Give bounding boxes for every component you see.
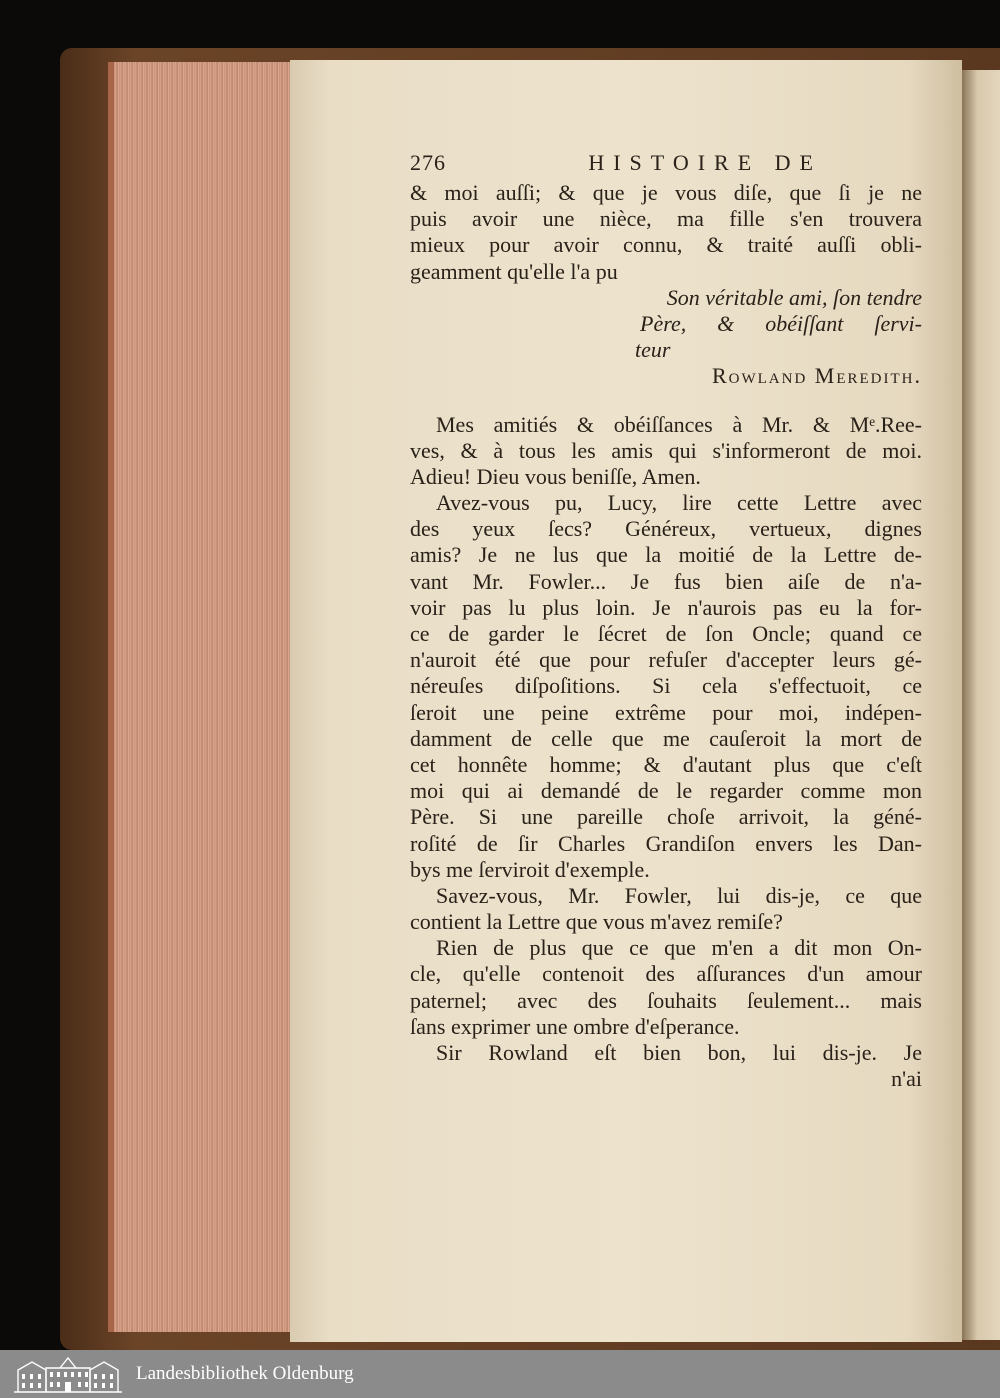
text-line: Rowland Meredith. [711, 363, 922, 389]
text-line: amis? Je ne lus que la moitié de la Lettre de- [410, 542, 922, 568]
footer-bar [0, 1350, 1000, 1398]
text-lines [410, 180, 922, 1092]
text-line: Mes amitiés & obéiſſances à Mr. & Mᵉ.Ree- [436, 411, 922, 437]
text-line: cle, qu'elle contenoit des aſſurances d'un amour [410, 961, 922, 987]
text-line: Rien de plus que ce que m'en a dit mon On- [436, 935, 922, 961]
text-line: n'ai [891, 1066, 922, 1092]
facing-page-edge [962, 70, 1000, 1340]
text-line: teur [635, 337, 671, 363]
text-line: paternel; avec des ſouhaits ſeulement... mais [410, 987, 922, 1013]
text-line: des yeux ſecs? Généreux, vertueux, dignes [410, 516, 922, 542]
page-header [410, 150, 922, 180]
text-line: ce de garder le ſécret de ſon Oncle; quand ce [410, 621, 922, 646]
running-head: HISTOIRE DE [588, 150, 822, 175]
text-line: Son véritable ami, ſon tendre [666, 284, 922, 310]
text-line: damment de celle que me cauſeroit la mort de [410, 725, 922, 751]
text-line: Adieu! Dieu vous beniſſe, Amen. [410, 463, 701, 489]
text-line: vant Mr. Fowler... Je fus bien aiſe de n'a- [410, 568, 922, 594]
text-line: contient la Lettre que vous m'avez remiſe? [410, 909, 783, 935]
text-line: néreuſes diſpoſitions. Si cela s'effectuoit, ce [410, 673, 922, 699]
text-line: Avez-vous pu, Lucy, lire cette Lettre avec [436, 490, 922, 516]
text-line: ſans exprimer une ombre d'eſperance. [410, 1013, 740, 1039]
text-line: Père. Si une pareille choſe arrivoit, la géné- [410, 804, 922, 830]
text-line: Père, & obéiſſant ſervi- [640, 310, 922, 336]
page-number: 276 [410, 150, 446, 175]
text-line: cet honnête homme; & d'autant plus que c'eſt [410, 751, 922, 777]
text-line: moi qui ai demandé de le regarder comme mon [410, 778, 922, 804]
text-line: geamment qu'elle l'a pu [410, 258, 618, 284]
page-text-block [410, 150, 922, 1092]
text-line: & moi auſſi; & que je vous diſe, que ſi je ne [410, 180, 922, 205]
footer-label: Landesbibliothek Oldenburg [136, 1363, 354, 1384]
text-line: roſité de ſir Charles Grandiſon envers les Dan- [410, 830, 922, 856]
text-line: Sir Rowland eſt bien bon, lui dis-je. Je [436, 1040, 922, 1065]
text-line: Savez-vous, Mr. Fowler, lui dis-je, ce que [436, 882, 922, 908]
text-line: mieux pour avoir connu, & traité auſſi obli- [410, 232, 922, 258]
library-building-icon [12, 1354, 124, 1394]
page-edges [108, 62, 299, 1332]
text-line: ſeroit une peine extrême pour moi, indépen- [410, 699, 922, 725]
text-line: n'auroit été que pour refuſer d'accepter leurs gé- [410, 647, 922, 673]
text-line: puis avoir une nièce, ma fille s'en trouvera [410, 206, 922, 232]
text-line: voir pas lu plus loin. Je n'aurois pas eu la for- [410, 594, 922, 620]
text-line: ves, & à tous les amis qui s'informeront de moi. [410, 437, 922, 463]
paragraph-gap [410, 390, 922, 412]
text-line: bys me ſerviroit d'exemple. [410, 856, 650, 882]
